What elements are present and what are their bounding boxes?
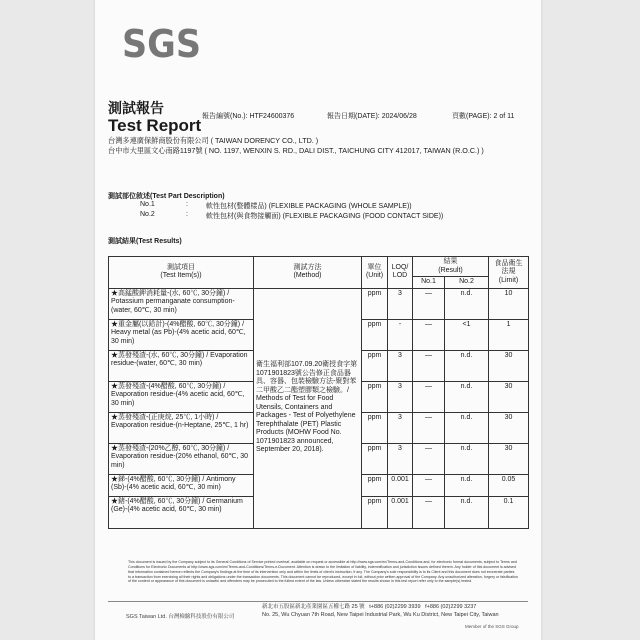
- loq: 3: [388, 350, 413, 381]
- footer-tel: t+886 (02)2299 3939: [369, 604, 421, 610]
- result-no1: —: [413, 443, 445, 474]
- part-no2-text: 軟性包材(與食物接觸面) (FLEXIBLE PACKAGING (FOOD CONTACT SIDE)): [206, 213, 444, 220]
- result-no2: n.d.: [445, 474, 489, 496]
- loq: 3: [388, 288, 413, 319]
- report-number: 報告編號(No.): HTF24600376: [202, 113, 295, 120]
- test-item: ★銻-(4%醋酸, 60℃, 30分鐘) / Antimony (Sb)-(4% acetic acid, 60℃, 30 min): [109, 474, 254, 496]
- footer-address-en: No. 25, Wu Chyuan 7th Road, New Taipei Industrial Park, Wu Ku District, New Taipei City, Taiwan: [262, 612, 499, 619]
- result-no1: —: [413, 319, 445, 350]
- results-heading: 測試結果(Test Results): [108, 238, 182, 245]
- result-no1: —: [413, 496, 445, 528]
- test-item: ★高錳酸鉀消耗量-(水, 60℃, 30分鐘) / Potassium permanganate consumption-(water, 60℃, 30 min): [109, 288, 254, 319]
- test-item: ★蒸發殘渣-(20%乙醇, 60℃, 30分鐘) / Evaporation residue-(20% ethanol, 60℃, 30 min): [109, 443, 254, 474]
- footer-member: Member of the SGS Group: [465, 624, 519, 629]
- result-no1: —: [413, 474, 445, 496]
- header-loq: LOQ/ LOD: [388, 257, 413, 289]
- report-date: 報告日期(DATE): 2024/06/28: [327, 113, 417, 120]
- test-item: ★蒸發殘渣-(正庚烷, 25℃, 1小時) / Evaporation residue-(n-Heptane, 25℃, 1 hr): [109, 412, 254, 443]
- sgs-logo: SGS: [122, 22, 202, 66]
- client-company: 台灣多連廣保鮮商股份有限公司 ( TAIWAN DORENCY CO., LTD. ): [108, 136, 319, 145]
- loq: 3: [388, 443, 413, 474]
- footer-address-cn: 新北市五股區新北產業園區五權七路 25 號: [262, 604, 365, 610]
- part-no2-label: No.2: [140, 211, 155, 218]
- header-unit: 單位 (Unit): [362, 257, 388, 289]
- legal-footnote: This document is issued by the Company subject to its General Conditions of Service printed overleaf, available on request or accessible at http://www.sgs.com/en/Terms-and-Conditions and, for electronic format documents, subject to Terms and Conditions for Electronic Documents at http://www.sgs.com/en/Terms-and-Conditions/Terms-e-Document. Attention is drawn to the limitation of liability, indemnification and jurisdiction issues defined therein. Any holder of this document is advised that information contained hereon reflects the Company's findings at the time of its intervention only and within the limits of client's instruction, if any. The Company's sole responsibility is to its Client and this document does not exonerate parties to a transaction from exercising all their rights and obligations under the transaction documents. This document cannot be reproduced, except in full, without prior written approval of the Company. Any unauthorized alteration, forgery or falsification of the content or appearance of this document is unlawful and offenders may be prosecuted to the fullest extent of the law. Unless otherwise stated the results shown in this test report refer only to the sample(s) tested.: [128, 560, 519, 584]
- loq: 3: [388, 381, 413, 412]
- limit: 30: [489, 350, 529, 381]
- unit: ppm: [362, 381, 388, 412]
- report-title-en: Test Report: [108, 116, 202, 135]
- client-address: 台中市大里區文心南路1197號 ( NO. 1197, WENXIN S. RD., DALI DIST., TAICHUNG CITY 412017, TAIWAN (R.O.C.) ): [108, 146, 484, 155]
- result-no1: —: [413, 412, 445, 443]
- header-test-item: 測試項目 (Test Item(s)): [109, 257, 254, 289]
- result-no2: n.d.: [445, 350, 489, 381]
- test-item: ★蒸發殘渣-(4%醋酸, 60℃, 30分鐘) / Evaporation residue-(4% acetic acid, 60℃, 30 min): [109, 381, 254, 412]
- loq: 3: [388, 412, 413, 443]
- limit: 0.1: [489, 496, 529, 528]
- header-no2: No.2: [445, 277, 489, 289]
- result-no2: n.d.: [445, 496, 489, 528]
- unit: ppm: [362, 474, 388, 496]
- unit: ppm: [362, 443, 388, 474]
- limit: 30: [489, 412, 529, 443]
- limit: 1: [489, 319, 529, 350]
- limit: 30: [489, 443, 529, 474]
- header-limit: 食品衛生 法規 (Limit): [489, 257, 529, 289]
- loq: 0.001: [388, 474, 413, 496]
- loq: 0.001: [388, 496, 413, 528]
- result-no1: —: [413, 381, 445, 412]
- unit: ppm: [362, 319, 388, 350]
- test-item: ★鍺-(4%醋酸, 60℃, 30分鐘) / Germanium (Ge)-(4% acetic acid, 60℃, 30 min): [109, 496, 254, 528]
- test-item: ★重金屬(以鉛計)-(4%醋酸, 60℃, 30分鐘) / Heavy metal (as Pb)-(4% acetic acid, 60℃, 30 min): [109, 319, 254, 350]
- result-no2: n.d.: [445, 288, 489, 319]
- test-method: 衛生福利部107.09.20衛授食字第1071901823號公告修正食品器具、容器、包裝檢驗方法-聚對苯二甲酸乙二酯塑膠類之檢驗。/ Methods of Test for Food Utensils, Containers and Packages - Test of Polyethylene Terephthalate (PET) Plastic Products (MOHW Food No. 1071901823 announced, September 20, 2018).: [254, 288, 362, 528]
- result-no2: n.d.: [445, 412, 489, 443]
- part-no1-text: 軟性包材(整體樣品) (FLEXIBLE PACKAGING (WHOLE SAMPLE)): [206, 203, 412, 210]
- part-no2-sep: :: [186, 211, 188, 218]
- header-no1: No.1: [413, 277, 445, 289]
- report-title-cn: 測試報告: [108, 100, 164, 116]
- table-row: [109, 288, 529, 319]
- results-table: [108, 256, 529, 529]
- limit: 10: [489, 288, 529, 319]
- unit: ppm: [362, 350, 388, 381]
- unit: ppm: [362, 496, 388, 528]
- page-number: 頁數(PAGE): 2 of 11: [452, 113, 515, 120]
- result-no1: —: [413, 350, 445, 381]
- result-no2: n.d.: [445, 443, 489, 474]
- test-item: ★蒸發殘渣-(水, 60℃, 30分鐘) / Evaporation residue-(water, 60℃, 30 min): [109, 350, 254, 381]
- part-no1-label: No.1: [140, 201, 155, 208]
- result-no1: —: [413, 288, 445, 319]
- result-no2: n.d.: [445, 381, 489, 412]
- unit: ppm: [362, 288, 388, 319]
- limit: 30: [489, 381, 529, 412]
- limit: 0.05: [489, 474, 529, 496]
- loq: -: [388, 319, 413, 350]
- footer-company: SGS Taiwan Ltd. 台灣檢驗科技股份有限公司: [126, 614, 235, 620]
- unit: ppm: [362, 412, 388, 443]
- part-no1-sep: :: [186, 201, 188, 208]
- header-method: 測試方法 (Method): [254, 257, 362, 289]
- footer-fax: f+886 (02)2299 3237: [425, 604, 477, 610]
- footer-address: [262, 603, 499, 620]
- footer-divider: [108, 601, 528, 602]
- result-no2: <1: [445, 319, 489, 350]
- part-description-heading: 測試部位敘述(Test Part Description): [108, 193, 225, 200]
- header-result: 結果 (Result): [413, 257, 489, 277]
